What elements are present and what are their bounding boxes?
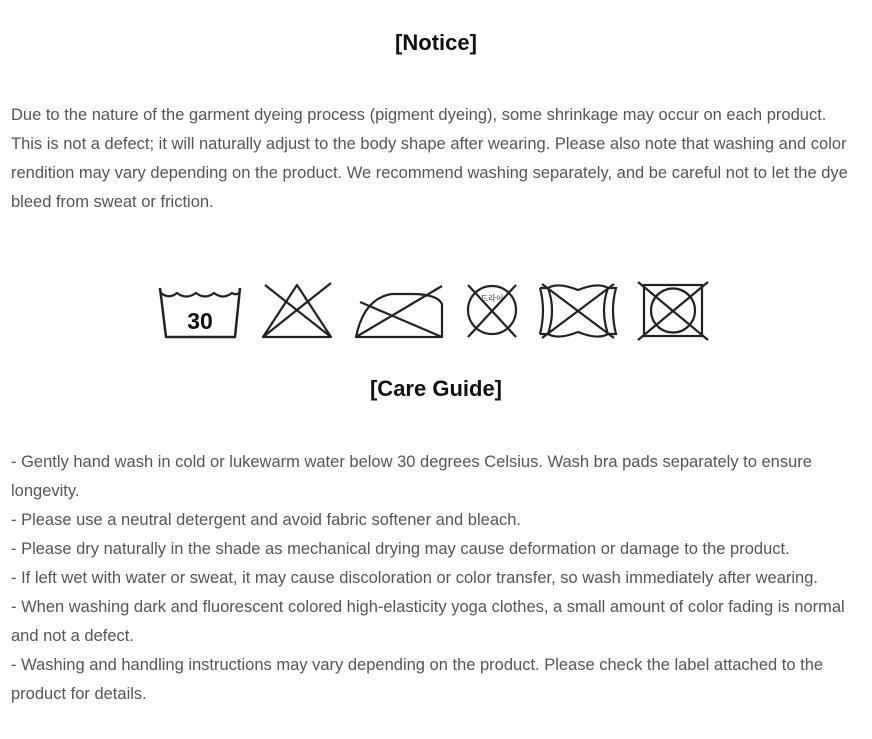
dry-clean-label: 드라이	[480, 294, 504, 303]
care-guide-item: - Please dry naturally in the shade as mechanical drying may cause deformation or damage to the product.	[11, 540, 790, 558]
care-guide-item: - If left wet with water or sweat, it may cause discoloration or color transfer, so wash immediately after wearing.	[11, 569, 818, 587]
do-not-iron-icon	[352, 280, 446, 342]
care-guide-item: - Washing and handling instructions may vary depending on the product. Please check the label attached to the product for details.	[11, 656, 824, 703]
care-guide-item: - When washing dark and fluorescent colored high-elasticity yoga clothes, a small amount of color fading is normal and not a defect.	[11, 598, 845, 645]
notice-title: [Notice]	[395, 30, 477, 55]
care-guide-list	[11, 448, 861, 709]
do-not-tumble-dry-icon	[636, 280, 710, 342]
wash-temperature-label: 30	[187, 308, 213, 334]
do-not-dry-clean-icon	[464, 280, 520, 342]
care-guide-title: [Care Guide]	[369, 376, 503, 401]
care-guide-item: - Gently hand wash in cold or lukewarm water below 30 degrees Celsius. Wash bra pads separately to ensure longevity.	[11, 453, 812, 500]
care-guide-item: - Please use a neutral detergent and avoid fabric softener and bleach.	[11, 511, 522, 529]
care-symbols-row	[158, 280, 718, 342]
do-not-wring-icon	[538, 280, 618, 342]
notice-body: Due to the nature of the garment dyeing process (pigment dyeing), some shrinkage may occur on each product. This is not a defect; it will naturally adjust to the body shape after wearing. Please also note that washing and color rendition may vary depending on the product. We recommend washing separately, and be careful not to let the dye bleed from sweat or friction.	[11, 106, 848, 211]
do-not-bleach-icon	[260, 280, 334, 342]
hand-wash-30-icon	[158, 280, 242, 342]
